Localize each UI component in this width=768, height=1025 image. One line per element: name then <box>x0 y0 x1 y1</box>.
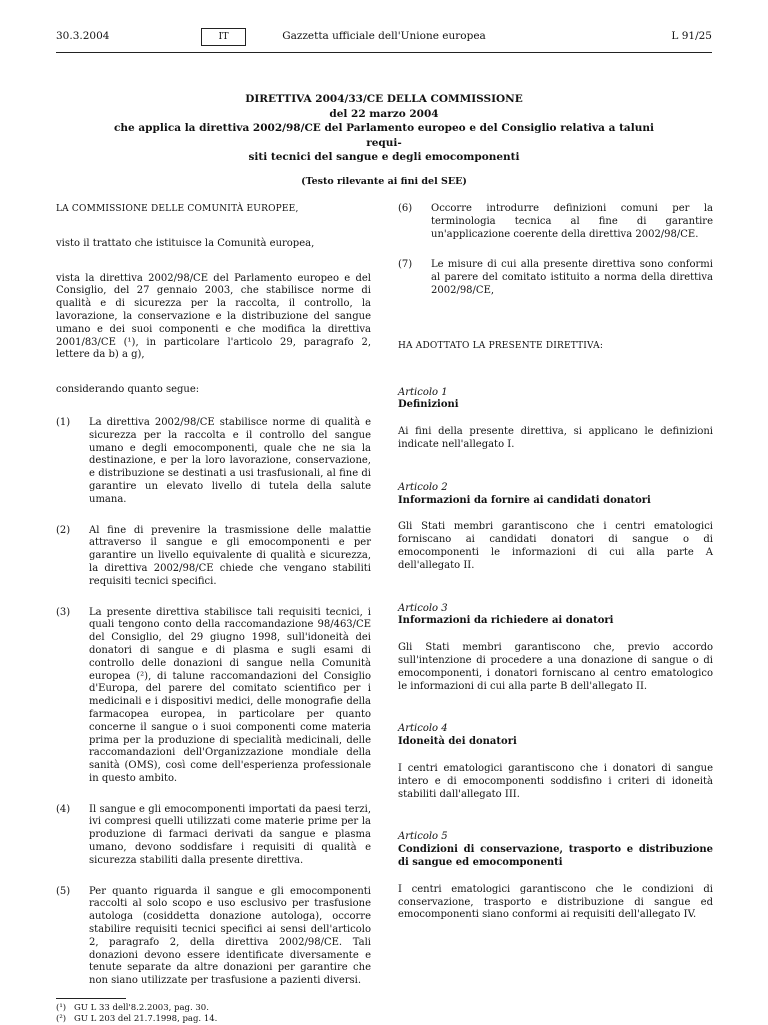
article-5 <box>398 831 713 922</box>
article-body: Gli Stati membri garantiscono che i centri ematologici forniscano ai candidati donatori di sangue o di emocomponenti le informazioni di cui alla parte A dell'allegato II. <box>398 521 713 571</box>
article-heading: Articolo 1 <box>398 386 448 398</box>
recital-item <box>56 804 371 868</box>
recital-text: La presente direttiva stabilisce tali requisiti tecnici, i quali tengono conto della raccomandazione 98/463/CE del Consiglio, del 29 giugno 1998, sull'idoneità dei donatori di sangue e di plasma e sugli esami di controllo delle donazioni di sangue nella Comunità europea (²), di talune raccomandazioni del Consiglio d'Europa, del parere del comitato scientifico per i medicinali e i dispositivi medici, delle monografie della farmacopea europea, in particolare per quanto concerne il sangue o i suoi componenti come materia prima per la produzione di specialità medicinali, delle raccomandazioni dell'Organizzazione mondiale della sanità (OMS), così come dell'esperienza professionale in questo ambito. <box>89 606 371 784</box>
recital-number: (1) <box>56 416 71 428</box>
article-title: Definizioni <box>398 399 459 411</box>
article-1 <box>398 387 713 452</box>
article-heading: Articolo 3 <box>398 602 448 614</box>
recital-number: (6) <box>398 203 413 214</box>
footnote-number: (²) <box>56 1014 67 1025</box>
recital-item <box>56 525 371 589</box>
article-title: Informazioni da richiedere ai donatori <box>398 615 614 627</box>
adopted-statement: HA ADOTTATO LA PRESENTE DIRETTIVA: <box>398 340 604 351</box>
directive-subject-line-2: siti tecnici del sangue e degli emocomponenti <box>248 151 520 163</box>
page-reference: L 91/25 <box>671 30 712 42</box>
recital-number: (4) <box>56 803 71 815</box>
left-column <box>56 203 371 1025</box>
recital-text: La direttiva 2002/98/CE stabilisce norme di qualità e sicurezza per la raccolta e il controllo del sangue umano e degli emocomponenti, quale che ne sia la destinazione, e per la loro lavorazione, conservazione, e distribuzione se destinati a usi trasfusionali, al fine di garantire un elevato livello di tutela della salute umana. <box>89 416 371 505</box>
recital-item <box>56 607 371 786</box>
visto-treaty: visto il trattato che istituisce la Comunità europea, <box>56 237 315 249</box>
recital-text: Il sangue e gli emocomponenti importati da paesi terzi, ivi compresi quelli utilizzati come materie prime per la produzione di farmaci derivati da sangue e plasma umano, devono soddisfare i requisiti di qualità e sicurezza stabiliti dalla presente direttiva. <box>89 803 371 866</box>
eea-relevance-note: (Testo rilevante ai fini del SEE) <box>301 175 467 187</box>
article-heading: Articolo 4 <box>398 723 448 735</box>
recital-item <box>398 259 713 297</box>
visto-directive: vista la direttiva 2002/98/CE del Parlamento europeo e del Consiglio, del 27 gennaio 2003, che stabilisce norme di qualità e di sicurezza per la raccolta, il controllo, la lavorazione, la conservazione e la distribuzione del sangue umano e dei suoi componenti e che modifica la direttiva 2001/83/CE (¹), in particolare l'articolo 29, paragrafo 2, lettere da b) a g), <box>56 272 371 361</box>
right-column <box>398 203 713 922</box>
article-body: I centri ematologici garantiscono che i donatori di sangue intero e di emocomponenti soddisfino i criteri di idoneità stabiliti dall'allegato III. <box>398 762 713 800</box>
recital-text: Al fine di prevenire la trasmissione delle malattie attraverso il sangue e gli emocomponenti e per garantire un livello equivalente di qualità e sicurezza, la direttiva 2002/98/CE chiede che vengano stabiliti requisiti tecnici specifici. <box>89 524 371 587</box>
article-title: Idoneità dei donatori <box>398 736 517 748</box>
recital-item <box>56 417 371 507</box>
article-body: Gli Stati membri garantiscono che, previo accordo sull'intenzione di procedere a una donazione di sangue o di emocomponenti, i donatori forniscano al centro ematologico le informazioni di cui alla parte B dell'allegato II. <box>398 642 713 692</box>
footnote <box>56 1003 371 1014</box>
article-heading: Articolo 5 <box>398 831 448 843</box>
page-header <box>56 28 712 52</box>
article-heading: Articolo 2 <box>398 481 448 493</box>
recital-item <box>398 203 713 241</box>
recital-text: Per quanto riguarda il sangue e gli emocomponenti raccolti al solo scopo e uso esclusivo per trasfusione autologa (cosiddetta donazione autologa), occorre stabilire requisiti tecnici specifici ai sensi dell'articolo 2, paragrafo 2, della direttiva 2002/98/CE. Tali donazioni devono essere identificate diversamente e tenute separate da altre donazioni per garantire che non siano utilizzate per trasfusione a pazienti diversi. <box>89 885 371 987</box>
article-4 <box>398 723 713 801</box>
recital-number: (3) <box>56 606 71 618</box>
footnote <box>56 1014 371 1025</box>
directive-date: del 22 marzo 2004 <box>329 107 439 120</box>
recital-number: (5) <box>56 885 71 897</box>
recital-text: Occorre introdurre definizioni comuni per la terminologia tecnica al fine di garantire un'applicazione coerente della direttiva 2002/98/CE. <box>431 203 713 240</box>
considerando-intro: considerando quanto segue: <box>56 384 200 396</box>
article-title: Condizioni di conservazione, trasporto e distribuzione di sangue ed emocomponenti <box>398 844 713 868</box>
footnote-divider <box>56 998 126 999</box>
publication-date: 30.3.2004 <box>56 30 110 42</box>
article-2 <box>398 482 713 573</box>
language-badge: IT <box>201 28 246 46</box>
directive-title: DIRETTIVA 2004/33/CE DELLA COMMISSIONE <box>245 93 523 105</box>
recital-number: (2) <box>56 524 71 536</box>
directive-subject-line-1: che applica la direttiva 2002/98/CE del Parlamento europeo e del Consiglio relativa a taluni requi- <box>114 122 654 149</box>
article-title: Informazioni da fornire ai candidati donatori <box>398 494 651 506</box>
recital-text: Le misure di cui alla presente direttiva sono conformi al parere del comitato istituito a norma della direttiva 2002/98/CE, <box>431 259 713 296</box>
journal-name: Gazzetta ufficiale dell'Unione europea <box>282 30 486 42</box>
footnote-text: GU L 203 del 21.7.1998, pag. 14. <box>74 1014 218 1025</box>
recital-number: (7) <box>398 259 413 271</box>
article-body: I centri ematologici garantiscono che le condizioni di conservazione, trasporto e distribuzione di sangue ed emocomponenti siano conformi ai requisiti dell'allegato IV. <box>398 883 713 921</box>
footnote-number: (¹) <box>56 1003 67 1014</box>
recital-item <box>56 886 371 988</box>
header-divider <box>56 52 712 53</box>
article-body: Ai fini della presente direttiva, si applicano le definizioni indicate nell'allegato I. <box>398 426 713 450</box>
document-title-block <box>100 92 668 189</box>
footnote-text: GU L 33 dell'8.2.2003, pag. 30. <box>74 1003 209 1014</box>
issuing-authority: LA COMMISSIONE DELLE COMUNITÀ EUROPEE, <box>56 204 299 214</box>
article-3 <box>398 603 713 694</box>
